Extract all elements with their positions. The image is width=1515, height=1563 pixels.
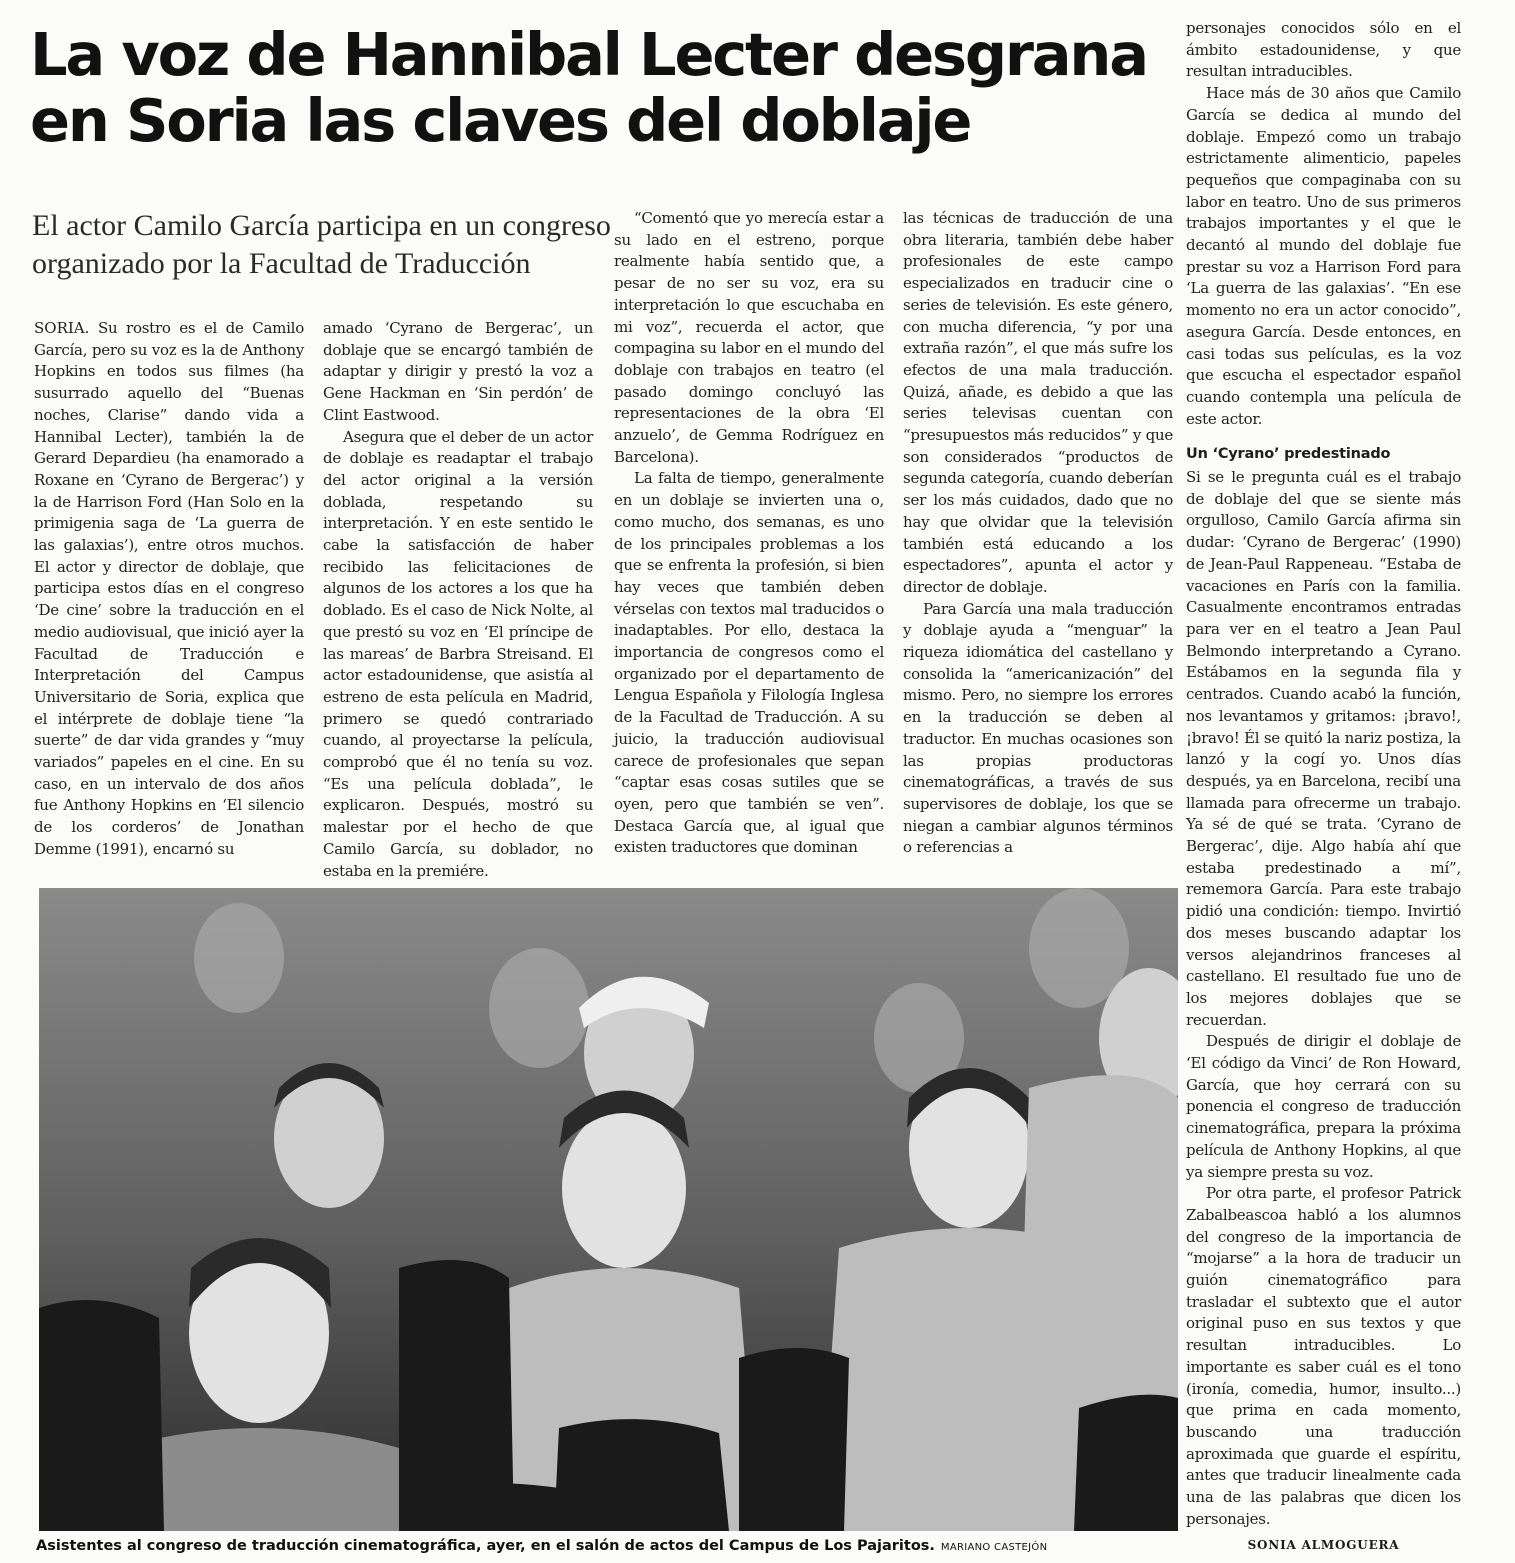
- headline-line-1: La voz de Hannibal Lecter desgrana: [30, 20, 1147, 89]
- paragraph: Por otra parte, el profesor Patrick Zabalbeascoa habló a los alumnos del congreso de la importancia de “mojarse” a la hora de traducir un guión cinematográfico para trasladar el subtexto que el autor original puso en sus textos y que resultan intraducibles. Lo importante es saber cuál es el tono (ironía, comedia, humor, insulto...) que prima en cada momento, buscando una traducción aproximada que guarde el espíritu, antes que traducir linealmente cada una de las palabras que dicen los personajes.: [1186, 1184, 1461, 1528]
- article-column-5: [1186, 18, 1461, 1531]
- photo-caption: [36, 1538, 1186, 1554]
- paragraph: amado ‘Cyrano de Bergerac’, un doblaje que se encargó también de adaptar y dirigir y prestó la voz a Gene Hackman en ‘Sin perdón’ de Clint Eastwood.: [323, 319, 593, 424]
- paragraph: Asegura que el deber de un actor de doblaje es readaptar el trabajo del actor original a la versión doblada, respetando su interpretación. Y en este sentido le cabe la satisfacción de haber recibido las felicitaciones de algunos de los actores a los que ha doblado. Es el caso de Nick Nolte, al que prestó su voz en ‘El príncipe de las mareas’ de Barbra Streisand. El actor estadounidense, que asistía al estreno de esta película en Madrid, primero se quedó contrariado cuando, al proyectarse la película, comprobó que él no tenía su voz. “Es una película doblada”, le explicaron. Después, mostró su malestar por el hecho de que Camilo García, su doblador, no estaba en la premiére.: [323, 427, 593, 880]
- headline: [30, 22, 1180, 154]
- paragraph: personajes conocidos sólo en el ámbito estadounidense, y que resultan intraducibles.: [1186, 19, 1461, 81]
- headline-line-2: en Soria las claves del doblaje: [30, 86, 971, 155]
- subheadline: [32, 207, 611, 283]
- section-subhead: Un ‘Cyrano’ predestinado: [1186, 446, 1391, 463]
- audience-photo: [39, 888, 1178, 1531]
- article-column-3: [614, 208, 884, 859]
- article-column-4: [903, 208, 1173, 859]
- audience-photo-illustration: [39, 888, 1178, 1531]
- author-byline: SONIA ALMOGUERA: [1247, 1538, 1400, 1552]
- paragraph: Hace más de 30 años que Camilo García se dedica al mundo del doblaje. Empezó como un trabajo estrictamente alimenticio, papeles pequeños que compaginaba con su labor en teatro. Uno de sus primeros trabajos importantes y el que le decantó al mundo del doblaje fue prestar su voz a Harrison Ford para ‘La guerra de las galaxias’. “En ese momento no era un actor conocido”, asegura García. Desde entonces, en casi todas sus películas, es la voz que escucha el espectador español cuando contempla una película de este actor.: [1186, 84, 1461, 428]
- subheadline-line-1: El actor Camilo García participa en un congreso: [32, 209, 611, 242]
- photo-credit: MARIANO CASTEJÓN: [940, 1542, 1048, 1553]
- subheadline-line-2: organizado por la Facultad de Traducción: [32, 247, 531, 280]
- paragraph: las técnicas de traducción de una obra literaria, también debe haber profesionales de este campo especializados en traducir cine o series de televisión. Es este género, con mucha diferencia, “y por una extraña razón”, el que más sufre los efectos de una mala traducción. Quizá, añade, es debido a que las series televisas cuentan con “presupuestos más reducidos” y que son considerados “productos de segunda categoría, cuando deberían ser los más cuidados, dado que no hay que olvidar que la televisión también está educando a los espectadores”, apunta el actor y director de doblaje.: [903, 209, 1173, 596]
- article-column-1: [34, 318, 304, 861]
- paragraph-text: Su rostro es el de Camilo García, pero su voz es la de Anthony Hopkins en todos sus filmes (ha susurrado aquello del “Buenas noches, Clarise” dando vida a Hannibal Lecter), también la de Gerard Depardieu (ha enamorado a Roxane en ‘Cyrano de Bergerac’) y la de Harrison Ford (Han Solo en la primigenia saga de ‘La guerra de las galaxias’), entre otros muchos. El actor y director de doblaje, que participa estos días en el congreso ‘De cine’ sobre la traducción en el medio audiovisual, que inició ayer la Facultad de Traducción e Interpretación del Campus Universitario de Soria, explica que el intérprete de doblaje tiene “la suerte” de dar vida grandes y “muy variados” papeles en el cine. En su caso, en un intervalo de dos años fue Anthony Hopkins en ‘El silencio de los corderos’ de Jonathan Demme (1991), encarnó su: [34, 319, 304, 858]
- paragraph: Si se le pregunta cuál es el trabajo de doblaje del que se siente más orgulloso, Camilo García afirma sin dudar: ‘Cyrano de Bergerac’ (1990) de Jean-Paul Rappeneau. “Estaba de vacaciones en París con la familia. Casualmente encontramos entradas para ver en el teatro a Jean Paul Belmondo interpretando a Cyrano. Estábamos en la segunda fila y centrados. Cuando acabó la función, nos levantamos y gritamos: ¡bravo!, ¡bravo! Él se quitó la nariz postiza, la lanzó y la cogí yo. Unos días después, ya en Barcelona, recibí una llamada para ofrecerme un trabajo. Ya sé de qué se trata. ‘Cyrano de Bergerac’, dije. Algo había ahí que estaba predestinado a mí”, rememora García. Para este trabajo pidió una condición: tiempo. Invirtió dos meses buscando adaptar los versos alejandrinos franceses al castellano. El resultado fue uno de los mejores doblajes que se recuerdan.: [1186, 468, 1461, 1029]
- paragraph: Después de dirigir el doblaje de ‘El código da Vinci’ de Ron Howard, García, que hoy cerrará con su ponencia el congreso de traducción cinematográfica, prepara la próxima película de Anthony Hopkins, al que ya siempre presta su voz.: [1186, 1032, 1461, 1181]
- caption-text: Asistentes al congreso de traducción cinematográfica, ayer, en el salón de actos del Campus de Los Pajaritos.: [36, 1538, 935, 1554]
- paragraph: Para García una mala traducción y doblaje ayuda a “menguar” la riqueza idiomática del castellano y consolida la “americanización” del mismo. Pero, no siempre los errores en la traducción se deben al traductor. En muchas ocasiones son las propias productoras cinematográficas, a través de sus supervisores de doblaje, los que se niegan a cambiar algunos términos o referencias a: [903, 599, 1173, 857]
- paragraph: La falta de tiempo, generalmente en un doblaje se invierten una o, como mucho, dos semanas, es uno de los principales problemas a los que se enfrenta la profesión, si bien hay veces que también deben vérselas con textos mal traducidos o inadaptables. Por ello, destaca la importancia de congresos como el organizado por el departamento de Lengua Española y Filología Inglesa de la Facultad de Traducción. A su juicio, la traducción audiovisual carece de profesionales que sepan “captar esas cosas sutiles que se oyen, pero que también se ven”. Destaca García que, al igual que existen traductores que dominan: [614, 469, 884, 857]
- dateline: SORIA.: [34, 319, 90, 337]
- article-column-2: [323, 318, 593, 882]
- paragraph: “Comentó que yo merecía estar a su lado en el estreno, porque realmente había sentido que, a pesar de no ser su voz, era su interpretación lo que escuchaba en mi voz”, recuerda el actor, que compagina su labor en el mundo del doblaje con trabajos en teatro (el pasado domingo concluyó las representaciones de la obra ‘El anzuelo’, de Gemma Rodríguez en Barcelona).: [614, 209, 884, 466]
- paragraph: [34, 318, 304, 861]
